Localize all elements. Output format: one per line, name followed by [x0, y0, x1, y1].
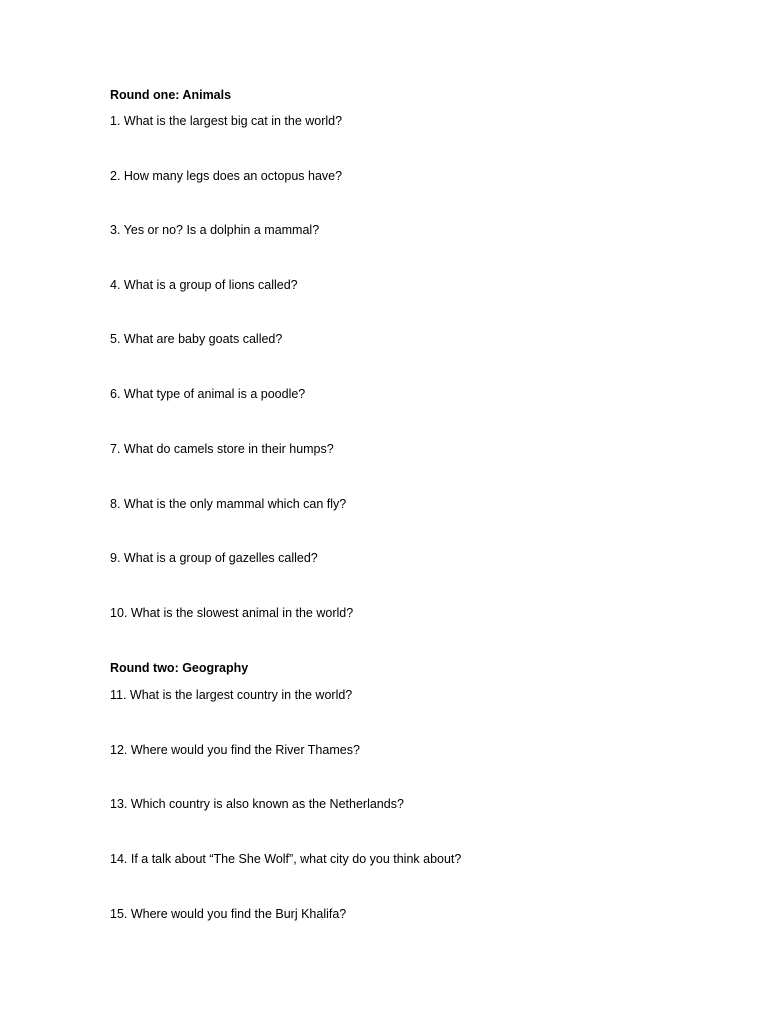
question-13: 13. Which country is also known as the Netherlands? [110, 797, 404, 811]
question-7: 7. What do camels store in their humps? [110, 442, 334, 456]
question-6: 6. What type of animal is a poodle? [110, 387, 306, 401]
question-11: 11. What is the largest country in the world? [110, 688, 353, 702]
question-15: 15. Where would you find the Burj Khalifa? [110, 907, 347, 921]
question-10: 10. What is the slowest animal in the world? [110, 606, 354, 620]
question-4: 4. What is a group of lions called? [110, 278, 298, 292]
question-1: 1. What is the largest big cat in the world? [110, 114, 343, 128]
question-3: 3. Yes or no? Is a dolphin a mammal? [110, 223, 320, 237]
question-9: 9. What is a group of gazelles called? [110, 551, 318, 565]
question-14: 14. If a talk about “The She Wolf”, what city do you think about? [110, 852, 462, 866]
round-one-heading: Round one: Animals [110, 88, 232, 102]
question-12: 12. Where would you find the River Thames? [110, 743, 360, 757]
question-8: 8. What is the only mammal which can fly? [110, 497, 347, 511]
question-5: 5. What are baby goats called? [110, 332, 283, 346]
question-2: 2. How many legs does an octopus have? [110, 169, 343, 183]
round-two-heading: Round two: Geography [110, 661, 249, 675]
